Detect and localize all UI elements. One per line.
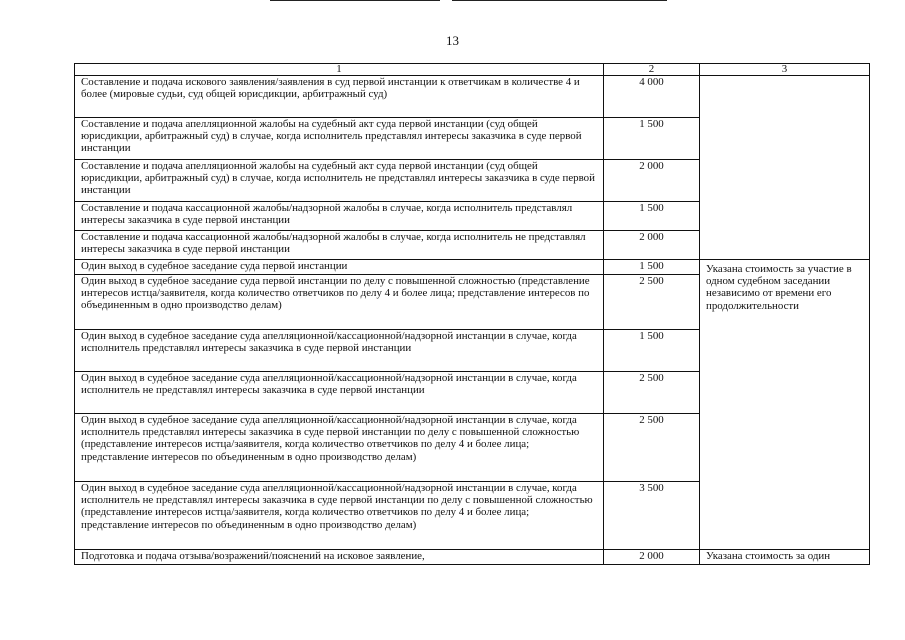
table-row [75,76,870,118]
service-price: 2 000 [604,550,700,565]
last-note: Указана стоимость за один [700,550,870,565]
service-price: 2 000 [604,231,700,260]
hearing-note-text: Указана стоимость за участие в одном судебном заседании независимо от времени его продолжительности [706,263,852,312]
service-description: Один выход в судебное заседание суда апелляционной/кассационной/надзорной инстанции в случае, когда исполнитель представлял интересы заказчика в суде первой инстанции [75,330,604,372]
service-price: 1 500 [604,260,700,275]
table-row [75,260,870,275]
top-rule-right [452,0,667,1]
column-header-1: 1 [75,64,604,76]
top-rule-left [270,0,440,1]
page-number: 13 [446,33,459,48]
service-price: 2 500 [604,275,700,330]
table-row [75,550,870,565]
service-price: 3 500 [604,482,700,550]
hearing-note [700,260,870,550]
note-cell-empty [700,76,870,260]
service-description: Подготовка и подача отзыва/возражений/пояснений на исковое заявление, [75,550,604,565]
service-description: Один выход в судебное заседание суда апелляционной/кассационной/надзорной инстанции в случае, когда исполнитель не представлял интересы заказчика в суде первой инстанции по делу с повышенной сложностью (представление интересов истца/заявителя, когда количество ответчиков по делу 4 и более лица; представление интересов по объединенным в одно производство делам) [75,482,604,550]
service-description: Составление и подача апелляционной жалобы на судебный акт суда первой инстанции (суд общей юрисдикции, арбитражный суд) в случае, когда исполнитель не представлял интересы заказчика в суде первой инстанции [75,160,604,202]
service-description: Один выход в судебное заседание суда апелляционной/кассационной/надзорной инстанции в случае, когда исполнитель не представлял интересы заказчика в суде первой инстанции [75,372,604,414]
service-price: 1 500 [604,202,700,231]
service-description: Составление и подача кассационной жалобы/надзорной жалобы в случае, когда исполнитель не представлял интересы заказчика в суде первой инстанции [75,231,604,260]
table-header-row [75,64,870,76]
tariff-table [74,63,870,565]
service-price: 2 000 [604,160,700,202]
column-header-3: 3 [700,64,870,76]
service-price: 1 500 [604,118,700,160]
service-description: Один выход в судебное заседание суда первой инстанции по делу с повышенной сложностью (представление интересов истца/заявителя, когда количество ответчиков по делу 4 и более лица; представление интересов по объединенным в одно производство делам) [75,275,604,330]
service-price: 2 500 [604,372,700,414]
service-description: Один выход в судебное заседание суда апелляционной/кассационной/надзорной инстанции в случае, когда исполнитель представлял интересы заказчика в суде первой инстанции по делу с повышенной сложностью (представление интересов истца/заявителя, когда количество ответчиков по делу 4 и более лица; представление интересов по объединенным в одно производство делам) [75,414,604,482]
service-description: Составление и подача искового заявления/заявления в суд первой инстанции к ответчикам в количестве 4 и более (мировые судьи, суд общей юрисдикции, арбитражный суд) [75,76,604,118]
service-description: Составление и подача кассационной жалобы/надзорной жалобы в случае, когда исполнитель представлял интересы заказчика в суде первой инстанции [75,202,604,231]
service-description: Один выход в судебное заседание суда первой инстанции [75,260,604,275]
service-description: Составление и подача апелляционной жалобы на судебный акт суда первой инстанции (суд общей юрисдикции, арбитражный суд) в случае, когда исполнитель представлял интересы заказчика в суде первой инстанции [75,118,604,160]
column-header-2: 2 [604,64,700,76]
service-price: 4 000 [604,76,700,118]
service-price: 2 500 [604,414,700,482]
service-price: 1 500 [604,330,700,372]
